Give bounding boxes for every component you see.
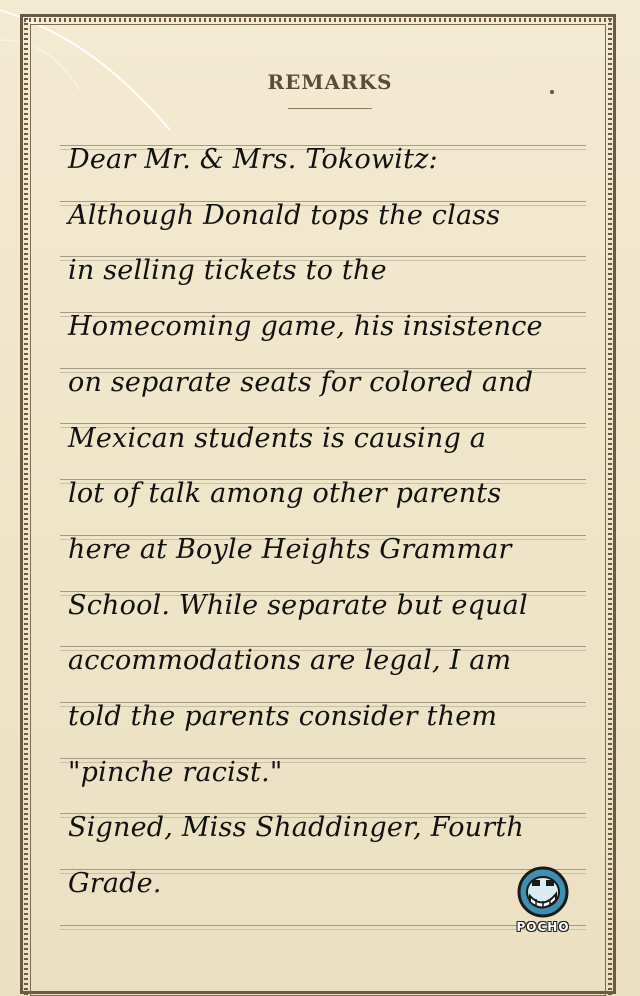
handwritten-line: Although Donald tops the class: [68, 199, 501, 231]
handwritten-line: accommodations are legal, I am: [68, 645, 512, 677]
handwritten-line: on separate seats for colored and: [68, 366, 534, 398]
border-ornament-left: [24, 18, 28, 996]
handwritten-line: "pinche racist.": [68, 756, 283, 788]
handwritten-line: here at Boyle Heights Grammar: [68, 533, 512, 565]
handwritten-line: in selling tickets to the: [68, 255, 387, 287]
handwritten-line: told the parents consider them: [68, 701, 498, 732]
handwritten-line: Mexican students is causing a: [68, 422, 487, 454]
handwritten-line: Homecoming game, his insistence: [68, 311, 543, 343]
border-ornament-top: [24, 18, 612, 22]
handwritten-line: Grade.: [68, 868, 162, 900]
handwritten-line: Dear Mr. & Mrs. Tokowitz:: [68, 144, 438, 175]
title-underline: [288, 108, 372, 109]
handwritten-line: School. While separate but equal: [68, 589, 528, 621]
border-ornament-right: [608, 18, 612, 996]
card-title: REMARKS: [267, 70, 393, 94]
handwritten-line: lot of talk among other parents: [68, 478, 502, 510]
ink-speck: [550, 90, 554, 94]
handwritten-line: Signed, Miss Shaddinger, Fourth: [68, 812, 524, 844]
logo-label: POCHO: [516, 920, 570, 934]
